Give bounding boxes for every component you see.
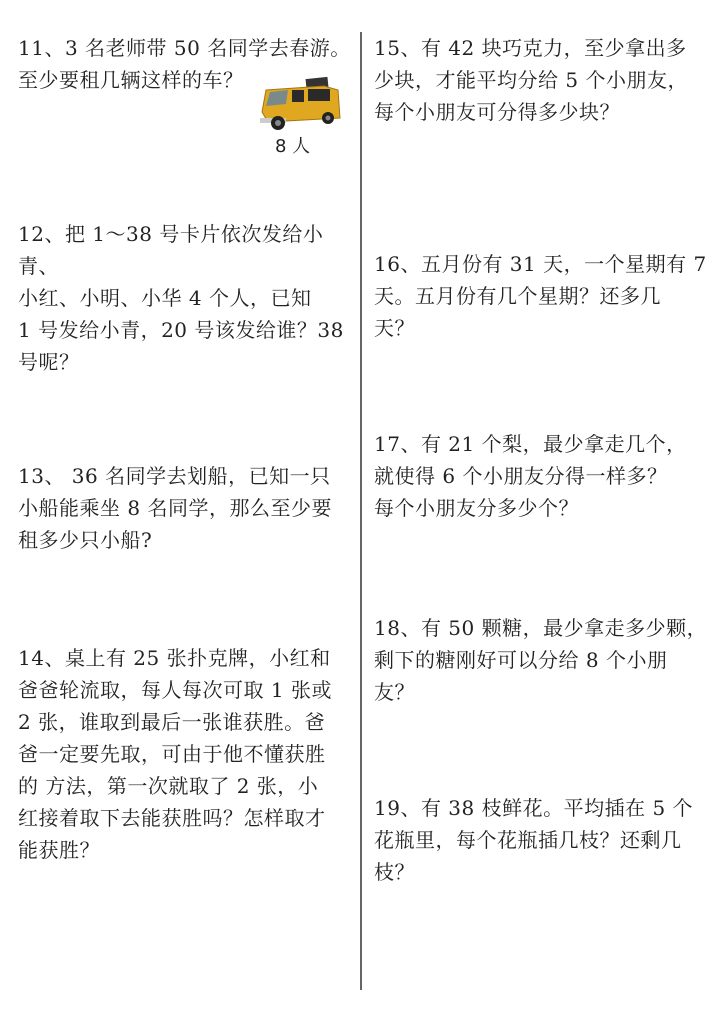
question-line: 就使得 6 个小朋友分得一样多？ <box>374 464 668 488</box>
question-19 <box>374 792 710 888</box>
question-15 <box>374 32 710 128</box>
question-line: 11、3 名老师带 50 名同学去春游。 <box>18 36 351 60</box>
question-line: 小船能乘坐 8 名同学，那么至少要 <box>18 496 332 520</box>
question-line: 15、有 42 块巧克力，至少拿出多 <box>374 36 687 60</box>
column-divider <box>360 32 362 990</box>
question-line: 小红、小明、小华 4 个人，已知 <box>18 286 312 310</box>
question-line: 爸爸轮流取，每人每次可取 1 张或 <box>18 678 332 702</box>
question-line: 2 张，谁取到最后一张谁获胜。爸 <box>18 710 326 734</box>
question-line: 友？ <box>374 680 415 704</box>
question-12 <box>18 218 356 378</box>
question-14 <box>18 642 356 866</box>
question-line: 的 方法，第一次就取了 2 张，小 <box>18 774 319 798</box>
question-line: 每个小朋友分多少个？ <box>374 496 579 520</box>
question-line: 18、有 50 颗糖，最少拿走多少颗， <box>374 616 708 640</box>
question-line: 枝？ <box>374 860 415 884</box>
question-line: 租多少只小船? <box>18 528 153 552</box>
van-capacity-label: 8 人 <box>275 136 311 157</box>
question-line: 每个小朋友可分得多少块？ <box>374 100 620 124</box>
question-line: 天。五月份有几个星期？还多几 <box>374 284 661 308</box>
question-line: 至少要租几辆这样的车？ <box>18 68 244 92</box>
question-line: 16、五月份有 31 天，一个星期有 7 <box>374 252 707 276</box>
question-line: 17、有 21 个梨，最少拿走几个， <box>374 432 687 456</box>
question-18 <box>374 612 710 708</box>
question-line: 剩下的糖刚好可以分给 8 个小朋 <box>374 648 668 672</box>
question-line: 1 号发给小青，20 号该发给谁？38 <box>18 318 344 342</box>
question-line: 14、桌上有 25 张扑克牌，小红和 <box>18 646 331 670</box>
question-line: 天？ <box>374 316 415 340</box>
question-line: 19、有 38 枝鲜花。平均插在 5 个 <box>374 796 694 820</box>
question-line: 爸一定要先取，可由于他不懂获胜 <box>18 742 326 766</box>
question-13 <box>18 460 356 556</box>
question-17 <box>374 428 710 524</box>
question-16 <box>374 248 710 344</box>
van-icon <box>258 76 344 134</box>
question-line: 能获胜？ <box>18 838 100 862</box>
question-line: 红接着取下去能获胜吗？怎样取才 <box>18 806 326 830</box>
question-line: 号呢？ <box>18 350 80 374</box>
question-line: 花瓶里，每个花瓶插几枝？还剩几 <box>374 828 682 852</box>
question-line: 12、把 1～38 号卡片依次发给小青、 <box>18 222 324 278</box>
question-line: 少块，才能平均分给 5 个小朋友， <box>374 68 688 92</box>
question-line: 13、 36 名同学去划船，已知一只 <box>18 464 331 488</box>
